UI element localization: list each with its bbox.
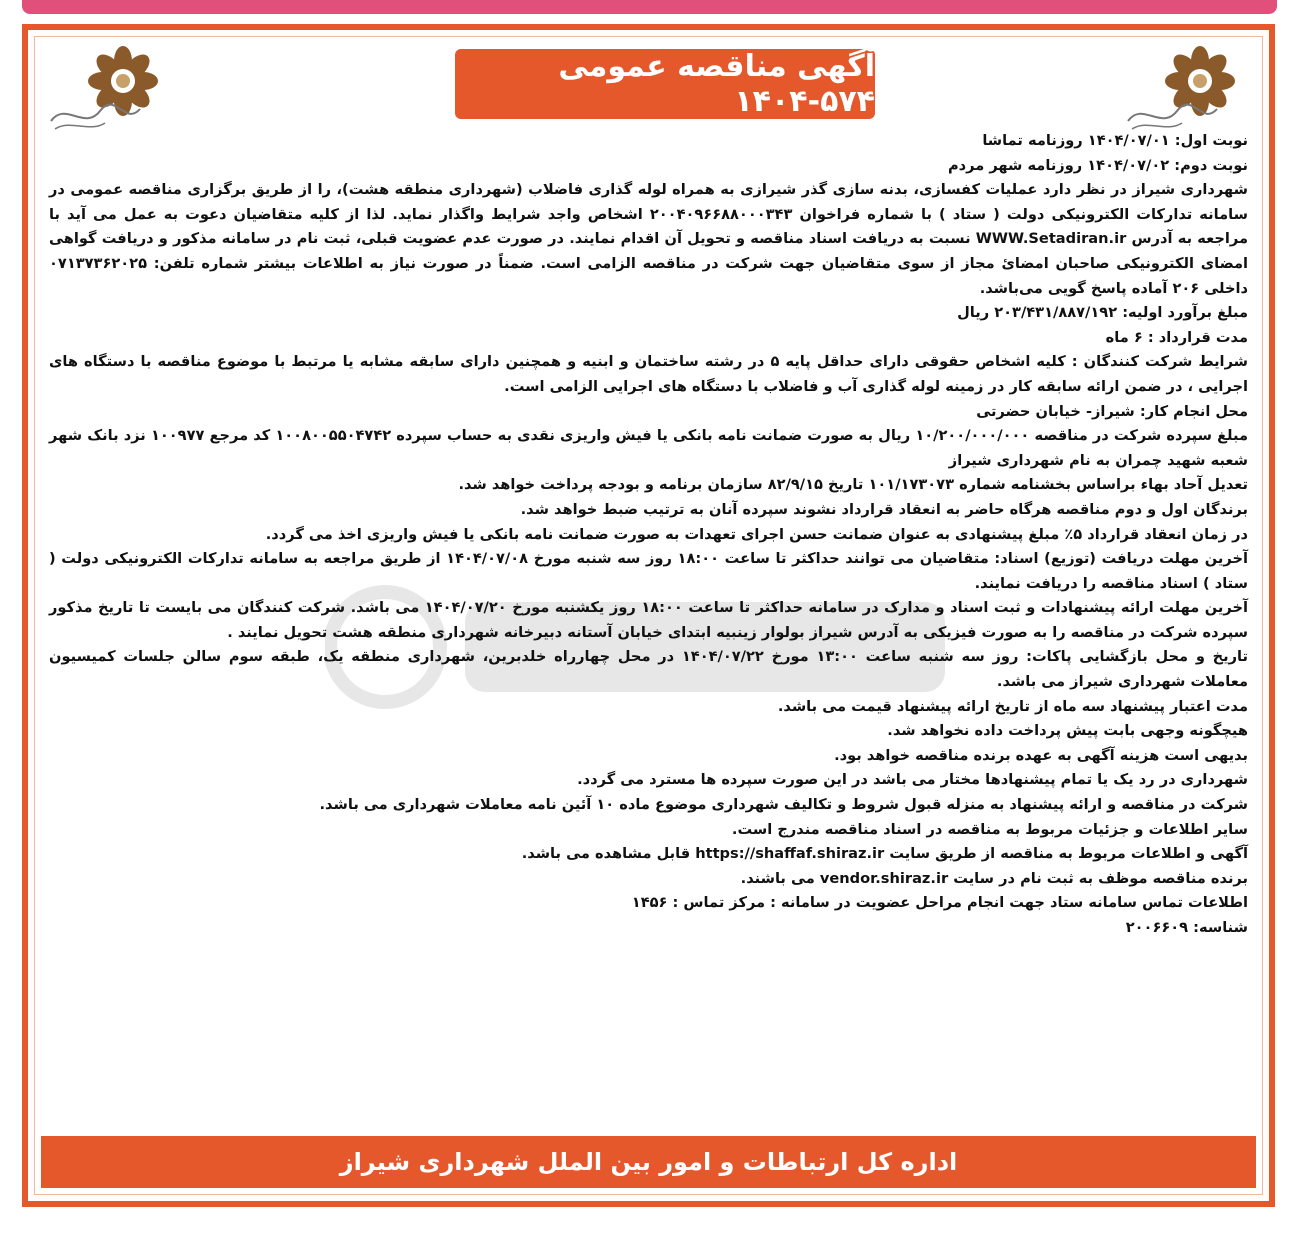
line-proposal-deadline: آخرین مهلت ارائه پیشنهادات و ثبت اسناد و مدارک در سامانه حداکثر تا ساعت ۱۸:۰۰ روز یکشنبه مورخ ۱۴۰۴/۰۷/۲۰ می باشد. شرکت کنندگان می بایست تا تاریخ مذکور سپرده شرکت در مناقصه را به صورت فیزیکی به آدرس شیراز بولوار زینبیه ابتدای خیابان آستانه دبیرخانه شهرداری منطقه هشت تحویل نمایند . xyxy=(49,599,1248,641)
line-second-publication: نوبت دوم: ۱۴۰۴/۰۷/۰۲ روزنامه شهر مردم xyxy=(947,156,1248,174)
line-deposit: مبلغ سپرده شرکت در مناقصه ۱۰/۲۰۰/۰۰۰/۰۰۰ ریال به صورت ضمانت نامه بانکی یا فیش واریزی نقدی به حساب سپرده ۱۰۰۸۰۰۵۵۰۴۷۴۲ کد مرجع ۱۰۰۹۷۷ نزد بانک شهر شعبه شهید چمران به نام شهرداری شیراز xyxy=(49,427,1248,469)
line-first-publication: نوبت اول: ۱۴۰۴/۰۷/۰۱ روزنامه تماشا xyxy=(982,132,1248,149)
line-no-prepayment: هیچگونه وجهی بابت پیش پرداخت داده نخواهد شد. xyxy=(887,722,1248,740)
line-contract-duration: مدت قرارداد : ۶ ماه xyxy=(1105,328,1248,346)
line-shaffaf-site: آگهی و اطلاعات مربوط به مناقصه از طریق سایت https://shaffaf.shiraz.ir قابل مشاهده می باشد. xyxy=(521,845,1248,863)
line-other-info: سایر اطلاعات و جزئیات مربوط به مناقصه در اسناد مناقصه مندرج است. xyxy=(731,820,1248,838)
notice-body xyxy=(49,129,1248,941)
line-ad-cost: بدیهی است هزینه آگهی به عهده برنده مناقصه خواهد بود. xyxy=(834,746,1248,764)
line-document-deadline: آخرین مهلت دریافت (توزیع) اسناد: متقاضیان می توانند حداکثر تا ساعت ۱۸:۰۰ روز سه شنبه مورخ ۱۴۰۴/۰۷/۰۸ از طریق مراجعه به سامانه تدارکات الکترونیکی دولت ( ستاد ) اسناد مناقصه را دریافت نمایند. xyxy=(49,550,1249,592)
footer-banner: اداره کل ارتباطات و امور بین الملل شهرداری شیراز xyxy=(41,1136,1256,1188)
shiraz-municipality-logo-icon xyxy=(45,41,175,137)
line-winners-forfeit: برندگان اول و دوم مناقصه هرگاه حاضر به انعقاد قرارداد نشوند سپرده آنان به ترتیب ضبط خواهد شد. xyxy=(520,500,1248,518)
top-pink-bar xyxy=(22,0,1277,14)
line-participant-conditions: شرایط شرکت کنندگان : کلیه اشخاص حقوقی دارای حداقل پایه ۵ در رشته ساختمان و ابنیه و همچنین دارای سابقه مشابه یا مرتبط با موضوع مناقصه با دستگاه های اجرایی ، در ضمن ارائه سابقه کار در زمینه لوله گذاری آب و فاضلاب با دستگاه های اجرایی الزامی است. xyxy=(49,353,1248,395)
line-work-location: محل انجام کار: شیراز- خیابان حضرتی xyxy=(976,402,1248,420)
notice-frame xyxy=(22,24,1275,1207)
shiraz-municipality-logo-icon xyxy=(1122,41,1252,137)
line-acceptance-terms: شرکت در مناقصه و ارائه پیشنهاد به منزله قبول شروط و تکالیف شهرداری موضوع ماده ۱۰ آئین نامه معاملات شهرداری می باشد. xyxy=(319,796,1248,814)
line-price-adjustment: تعدیل آحاد بهاء براساس بخشنامه شماره ۱۰۱/۱۷۳۰۷۳ تاریخ ۸۲/۹/۱۵ سازمان برنامه و بودجه پرداخت خواهد شد. xyxy=(458,476,1248,494)
line-opening-session: تاریخ و محل بازگشایی پاکات: روز سه شنبه ساعت ۱۳:۰۰ مورخ ۱۴۰۴/۰۷/۲۲ در محل چهارراه خلدبرین، شهرداری منطقه یک، طبقه سوم سالن جلسات کمیسیون معاملات شهرداری شیراز می باشد. xyxy=(49,648,1249,691)
line-estimate: مبلغ برآورد اولیه: ۲۰۳/۴۳۱/۸۸۷/۱۹۲ ریال xyxy=(957,304,1248,322)
line-setad-contact: اطلاعات تماس سامانه ستاد جهت انجام مراحل عضویت در سامانه : مرکز تماس : ۱۴۵۶ xyxy=(631,894,1248,912)
line-intro-paragraph: شهرداری شیراز در نظر دارد عملیات کفسازی، بدنه سازی گذر شیرازی به همراه لوله گذاری فاضلاب (شهرداری منطقه هشت)، را از طریق برگزاری مناقصه عمومی در سامانه تدارکات الکترونیکی دولت ( ستاد ) با شماره فراخوان ۲۰۰۴۰۹۶۶۸۸۰۰۰۳۴۳ اشخاص واجد شرایط واگذار نماید. لذا از کلیه متقاضیان دعوت به عمل می آید با مراجعه به آدرس WWW.Setadiran.ir نسبت به دریافت اسناد مناقصه و تحویل آن اقدام نمایند. در صورت عدم عضویت قبلی، ثبت نام در سامانه مذکور و دریافت گواهی امضای الکترونیکی صاحبان امضائ مجاز از سوی متقاضیان جهت شرکت در مناقصه الزامی است. ضمناً در صورت نیاز به اطلاعات بیشتر شماره تلفن: ۰۷۱۳۷۳۶۲۰۲۵ داخلی ۲۰۶ آماده پاسخ گویی می‌باشد. xyxy=(49,181,1248,297)
notice-inner xyxy=(34,36,1263,1195)
line-vendor-registration: برنده مناقصه موظف به ثبت نام در سایت vendor.shiraz.ir می باشند. xyxy=(740,869,1248,887)
line-rejection-right: شهرداری در رد یک یا تمام پیشنهادها مختار می باشد در این صورت سپرده ها مسترد می گردد. xyxy=(577,771,1248,789)
top-color-band xyxy=(0,0,1299,22)
line-proposal-validity: مدت اعتبار پیشنهاد سه ماه از تاریخ ارائه پیشنهاد قیمت می باشد. xyxy=(777,697,1248,715)
line-performance-guarantee: در زمان انعقاد قرارداد ۵٪ مبلغ پیشنهادی به عنوان ضمانت حسن اجرای تعهدات به صورت ضمانت نامه بانکی یا فیش واریزی اخذ می گردد. xyxy=(265,525,1248,543)
line-identifier: شناسه: ۲۰۰۶۶۰۹ xyxy=(1125,919,1248,936)
notice-title: آگهی مناقصه عمومی ۵۷۴-۱۴۰۴ xyxy=(455,49,875,119)
